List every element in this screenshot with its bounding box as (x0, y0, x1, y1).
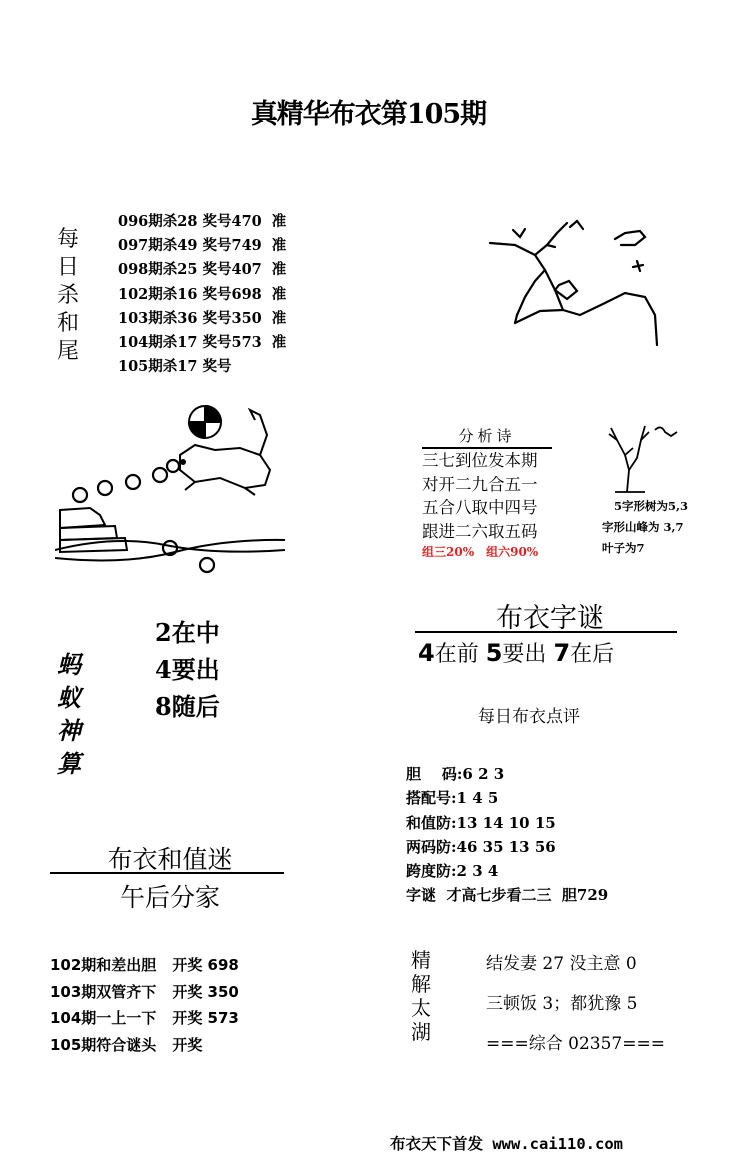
kill-text: 105期杀17 奖号 (118, 358, 232, 376)
accurate-mark: 准 (271, 309, 287, 327)
tree-note (602, 496, 688, 559)
accurate-mark: 准 (271, 261, 287, 279)
sum-riddle-title: 布衣和值迷 (107, 845, 233, 874)
label-char: 杀 (56, 283, 79, 308)
tree-sketch (605, 420, 685, 495)
label-char: 蚂 (57, 650, 81, 679)
ant-lines (155, 614, 220, 725)
stat-line: 跨度防:2 3 4 (406, 862, 499, 881)
poem-line: 三七到位发本期 (422, 451, 538, 470)
label-char: 算 (57, 749, 81, 778)
list-item (50, 1005, 239, 1032)
riddle-text: 在前 (434, 642, 479, 667)
analysis-poem (422, 425, 590, 560)
list-item (118, 258, 286, 282)
poem-line: 对开二九合五一 (422, 474, 538, 494)
riddle-number: 7 (553, 639, 571, 667)
label-char: 和 (56, 311, 79, 336)
list-item (50, 952, 239, 979)
poem-line: 五合八取中四号 (422, 498, 538, 517)
group3-note: 组三20% (422, 545, 475, 559)
riddle-text: 要出 (502, 642, 547, 667)
cat-ball-illustration (55, 400, 290, 580)
jingjie-line: 三顿饭 3；都犹豫 5 (486, 994, 638, 1014)
history-text: 102期和差出胆 (50, 956, 157, 974)
label-char: 精 (411, 948, 431, 972)
ant-label (52, 648, 86, 780)
poem-red-note (422, 543, 590, 560)
label-char: 太 (411, 996, 431, 1020)
riddle-title: 布衣字谜 (496, 603, 604, 634)
sum-riddle-history (50, 952, 239, 1058)
history-text: 104期一上一下 (50, 1009, 157, 1027)
review-title: 每日布衣点评 (478, 707, 580, 727)
ant-line: 4要出 (155, 655, 220, 684)
history-text: 103期双管齐下 (50, 982, 157, 1001)
stat-line: 两码防:46 35 13 56 (406, 837, 556, 856)
list-item (118, 331, 286, 355)
page-title: 真精华布衣第105期 (250, 99, 487, 130)
draw-result: 开奖 350 (172, 982, 239, 1001)
kill-text: 098期杀25 奖号407 (118, 261, 262, 279)
riddle-answer (418, 637, 614, 668)
sketch-illustration (485, 215, 665, 350)
ant-line: 2在中 (155, 618, 220, 647)
poem-line: 跟进二六取五码 (422, 521, 538, 541)
riddle-text: 在后 (570, 642, 615, 667)
riddle-number: 4 (418, 639, 435, 667)
tree-note-line: 5字形树为5,3 (614, 499, 689, 513)
label-char: 尾 (56, 339, 79, 364)
riddle-number: 5 (485, 639, 503, 667)
history-text: 105期符合谜头 (50, 1035, 157, 1054)
list-item (118, 307, 286, 331)
jingjie-lines (486, 944, 665, 1064)
accurate-mark: 准 (271, 285, 287, 303)
riddle-divider (415, 631, 677, 633)
label-char: 日 (56, 255, 79, 280)
kill-text: 104期杀17 奖号573 (118, 334, 262, 352)
accurate-mark: 准 (271, 334, 287, 352)
accurate-mark: 准 (271, 237, 287, 255)
stat-line: 字谜 才高七步看二三 胆729 (406, 886, 609, 905)
jingjie-label (408, 948, 434, 1044)
jingjie-line: 结发妻 27 没主意 0 (486, 954, 637, 974)
list-item (50, 979, 239, 1006)
list-item (118, 234, 286, 258)
sum-riddle-divider (50, 872, 284, 874)
kill-text: 103期杀36 奖号350 (118, 309, 262, 327)
label-char: 湖 (411, 1020, 431, 1044)
label-char: 蚁 (57, 683, 81, 712)
draw-result: 开奖 573 (172, 1009, 239, 1027)
draw-result: 开奖 (172, 1035, 203, 1054)
list-item (118, 355, 286, 379)
sum-riddle-subtitle: 午后分家 (119, 883, 220, 912)
kill-text: 097期杀49 奖号749 (118, 237, 262, 255)
daily-kill-label (54, 226, 82, 366)
group6-note: 组六90% (486, 545, 539, 559)
accurate-mark: 准 (271, 213, 287, 230)
kill-text: 096期杀28 奖号470 (118, 213, 262, 230)
stat-line: 胆 码:6 2 3 (406, 765, 505, 783)
tree-note-line: 字形山峰为 3,7 (602, 520, 684, 534)
list-item (50, 1032, 239, 1059)
jingjie-line: ===综合 02357=== (486, 1034, 665, 1054)
daily-kill-list (118, 210, 286, 379)
draw-result: 开奖 698 (172, 956, 239, 974)
kill-text: 102期杀16 奖号698 (118, 285, 262, 303)
list-item (118, 210, 286, 234)
label-char: 解 (411, 972, 431, 996)
stat-line: 和值防:13 14 10 15 (406, 813, 556, 832)
list-item (118, 283, 286, 307)
tree-note-line: 叶子为7 (602, 541, 645, 555)
label-char: 每 (56, 227, 79, 252)
poem-heading: 分析诗 (422, 425, 552, 449)
ant-line: 8随后 (155, 692, 220, 721)
review-stats (406, 762, 608, 908)
stat-line: 搭配号:1 4 5 (406, 789, 499, 808)
label-char: 神 (57, 716, 81, 745)
footer-source: 布衣天下首发 www.cai110.com (390, 1135, 623, 1153)
